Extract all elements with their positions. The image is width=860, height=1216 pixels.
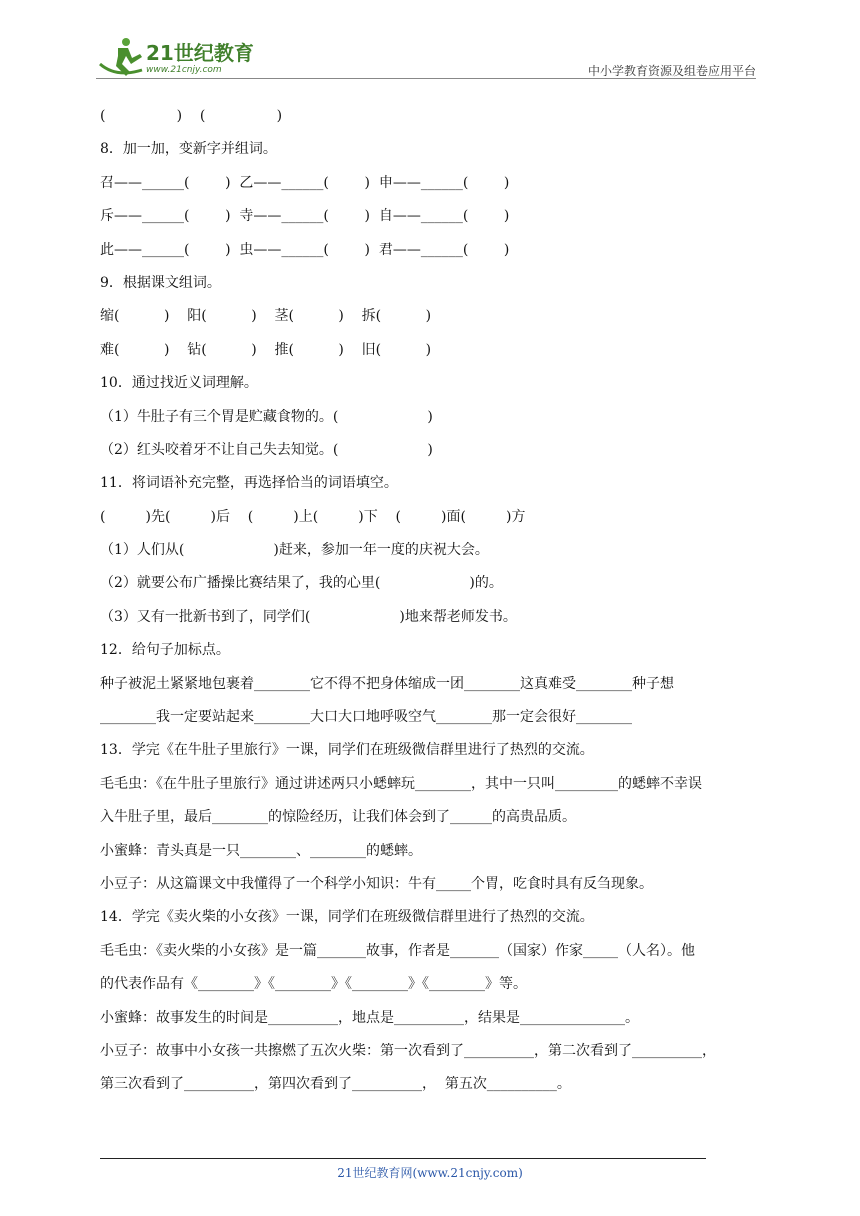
- question-9-row-1: 缩( ) 阳( ) 茎( ) 拆( ): [100, 308, 432, 325]
- question-14-line-5: 第三次看到了__________，第四次看到了__________， 第五次__________。: [100, 1076, 571, 1093]
- footer-link[interactable]: 21世纪教育网(www.21cnjy.com): [337, 1166, 523, 1180]
- question-8-row-2: 斥——______( ) 寺——______( ) 自——______( ): [100, 208, 510, 225]
- question-13-line-1: 毛毛虫：《在牛肚子里旅行》通过讲述两只小蟋蟀玩________，其中一只叫_________的蟋蟀不幸误: [100, 775, 702, 792]
- question-14-line-3: 小蜜蜂：故事发生的时间是__________，地点是__________，结果是_______________。: [100, 1009, 639, 1026]
- question-12-line-2: ________我一定要站起来________大口大口地呼吸空气________那一定会很好________: [100, 709, 632, 726]
- answer-blanks-line: ( ) ( ): [100, 108, 283, 124]
- runner-logo-icon: [100, 38, 142, 76]
- question-14-line-4: 小豆子：故事中小女孩一共擦燃了五次火柴：第一次看到了__________，第二次看到了__________，: [100, 1042, 716, 1059]
- question-10-title: 10．通过找近义词理解。: [100, 375, 258, 392]
- question-11-words: ( )先( )后 ( )上( )下 ( )面( )方: [100, 508, 526, 525]
- question-13-line-2: 入牛肚子里，最后________的惊险经历，让我们体会到了______的高贵品质。: [100, 809, 576, 826]
- question-10-item-1: （1）牛肚子有三个胃是贮藏食物的。( ): [100, 408, 433, 425]
- logo-text: 21世纪教育: [146, 41, 254, 65]
- question-8-row-1: 召——______( ) 乙——______( ) 申——______( ): [100, 174, 510, 191]
- platform-name: 中小学教育资源及组卷应用平台: [587, 64, 756, 78]
- question-14-line-2: 的代表作品有《________》《________》《________》《________》等。: [100, 976, 527, 993]
- question-13-title: 13．学完《在牛肚子里旅行》一课，同学们在班级微信群里进行了热烈的交流。: [100, 742, 594, 759]
- footer-rule: [100, 1158, 706, 1159]
- question-8-row-3: 此——______( ) 虫——______( ) 君——______( ): [100, 241, 510, 258]
- question-12-line-1: 种子被泥土紧紧地包裹着________它不得不把身体缩成一团________这真难受________种子想: [100, 675, 674, 692]
- question-9-title: 9．根据课文组词。: [100, 274, 221, 291]
- question-11-item-1: （1）人们从( )赶来，参加一年一度的庆祝大会。: [100, 542, 489, 559]
- question-11-item-3: （3）又有一批新书到了，同学们( )地来帮老师发书。: [100, 608, 517, 625]
- question-9-row-2: 难( ) 钻( ) 推( ) 旧( ): [100, 341, 432, 358]
- question-13-line-4: 小豆子：从这篇课文中我懂得了一个科学小知识：牛有_____个胃，吃食时具有反刍现象。: [100, 875, 653, 892]
- logo-url: www.21cnjy.com: [146, 65, 222, 75]
- question-12-title: 12．给句子加标点。: [100, 642, 230, 659]
- question-11-item-2: （2）就要公布广播操比赛结果了，我的心里( )的。: [100, 575, 503, 592]
- header-rule: [96, 78, 756, 79]
- question-14-line-1: 毛毛虫：《卖火柴的小女孩》是一篇_______故事，作者是_______（国家）作家_____（人名）。他: [100, 942, 695, 959]
- question-8-title: 8．加一加，变新字并组词。: [100, 141, 277, 158]
- question-10-item-2: （2）红头咬着牙不让自己失去知觉。( ): [100, 441, 433, 458]
- question-11-title: 11．将词语补充完整，再选择恰当的词语填空。: [100, 475, 398, 492]
- question-14-title: 14．学完《卖火柴的小女孩》一课，同学们在班级微信群里进行了热烈的交流。: [100, 909, 594, 926]
- question-13-line-3: 小蜜蜂：青头真是一只________、________的蟋蟀。: [100, 842, 422, 859]
- site-logo: [96, 34, 266, 80]
- exercise-content: [100, 104, 764, 1106]
